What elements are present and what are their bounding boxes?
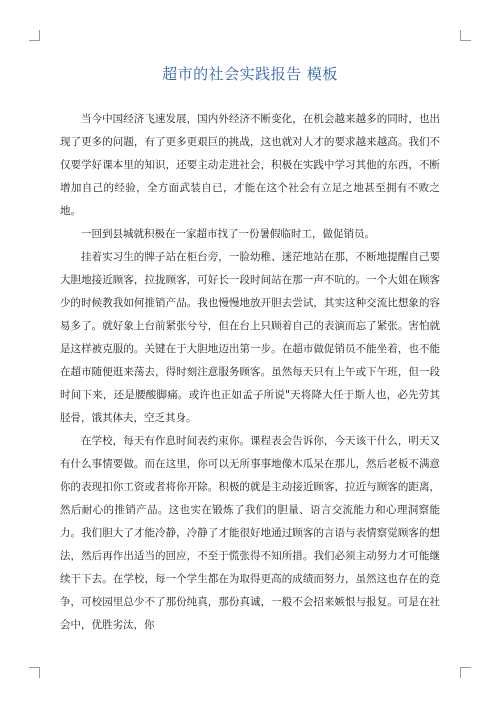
crop-mark-top-left [29, 30, 40, 41]
document-title: 超市的社会实践报告 模板 [162, 65, 338, 83]
paragraph: 在学校，每天有作息时间表约束你。课程表会告诉你，今天该干什么，明天又有什么事情要做。而在这里，你可以无所事事地像木瓜呆在那儿，然后老板不满意你的表现扣你工资或者将你开除。积极的就是主动接近顾客，拉近与顾客的距离，然后耐心的推销产品。这也实在锻炼了我们的胆量、语言交流能力和心理洞察能力。我们胆大了才能冷静，冷静了才能很好地通过顾客的言语与表情察觉顾客的想法，然后再作出适当的回应，不至于慌张得不知所措。我们必须主动努力才可能继续干下去。在学校，每一个学生都在为取得更高的成绩而努力，虽然这也存在的竞争，可校园里总少不了那份纯真，那份真诚，一般不会招来嫉恨与报复。可是在社会中，优胜劣汰，你 [60, 435, 440, 631]
paragraph: 当今中国经济飞速发展，国内外经济不断变化，在机会越来越多的同时，也出现了更多的问题，有了更多更艰巨的挑战，这也就对人才的要求越来越高。我们不仅要学好课本里的知识，还要主动走进社会，积极在实践中学习其他的东西，不断增加自己的经验，全方面武装自已，才能在这个社会有立足之地甚至拥有不败之地。 [60, 113, 440, 217]
crop-mark-bottom-right [460, 667, 471, 678]
paragraph: 挂着实习生的牌子站在柜台旁，一脸幼稚、迷茫地站在那，不断地提醒自己要大胆地接近顾客，拉拢顾客，可好长一段时间站在那一声不吭的。一个大姐在顾客少的时候教我如何推销产品。我也慢慢地放开胆去尝试，其实这种交流比想象的容易多了。就好象上台前紧张兮兮，但在台上只顾着自己的表演而忘了紧张。害怕就是这样被克服的。关键在于大胆地迈出第一步。在超市做促销员不能坐着，也不能在超市随便逛来荡去，得时刻注意服务顾客。虽然每天只有上午或下午班，但一段时间下来，还是腰酸脚痛。或许也正如孟子所说"天将降大任于斯人也，必先劳其胫骨，饿其体夫，空乏其身。 [60, 251, 440, 424]
crop-mark-bottom-left [29, 667, 40, 678]
paragraph: 一回到县城就积极在一家超市找了一份暑假临时工，做促销员。 [81, 228, 375, 240]
crop-mark-top-right [460, 30, 471, 41]
document-body [60, 108, 440, 637]
